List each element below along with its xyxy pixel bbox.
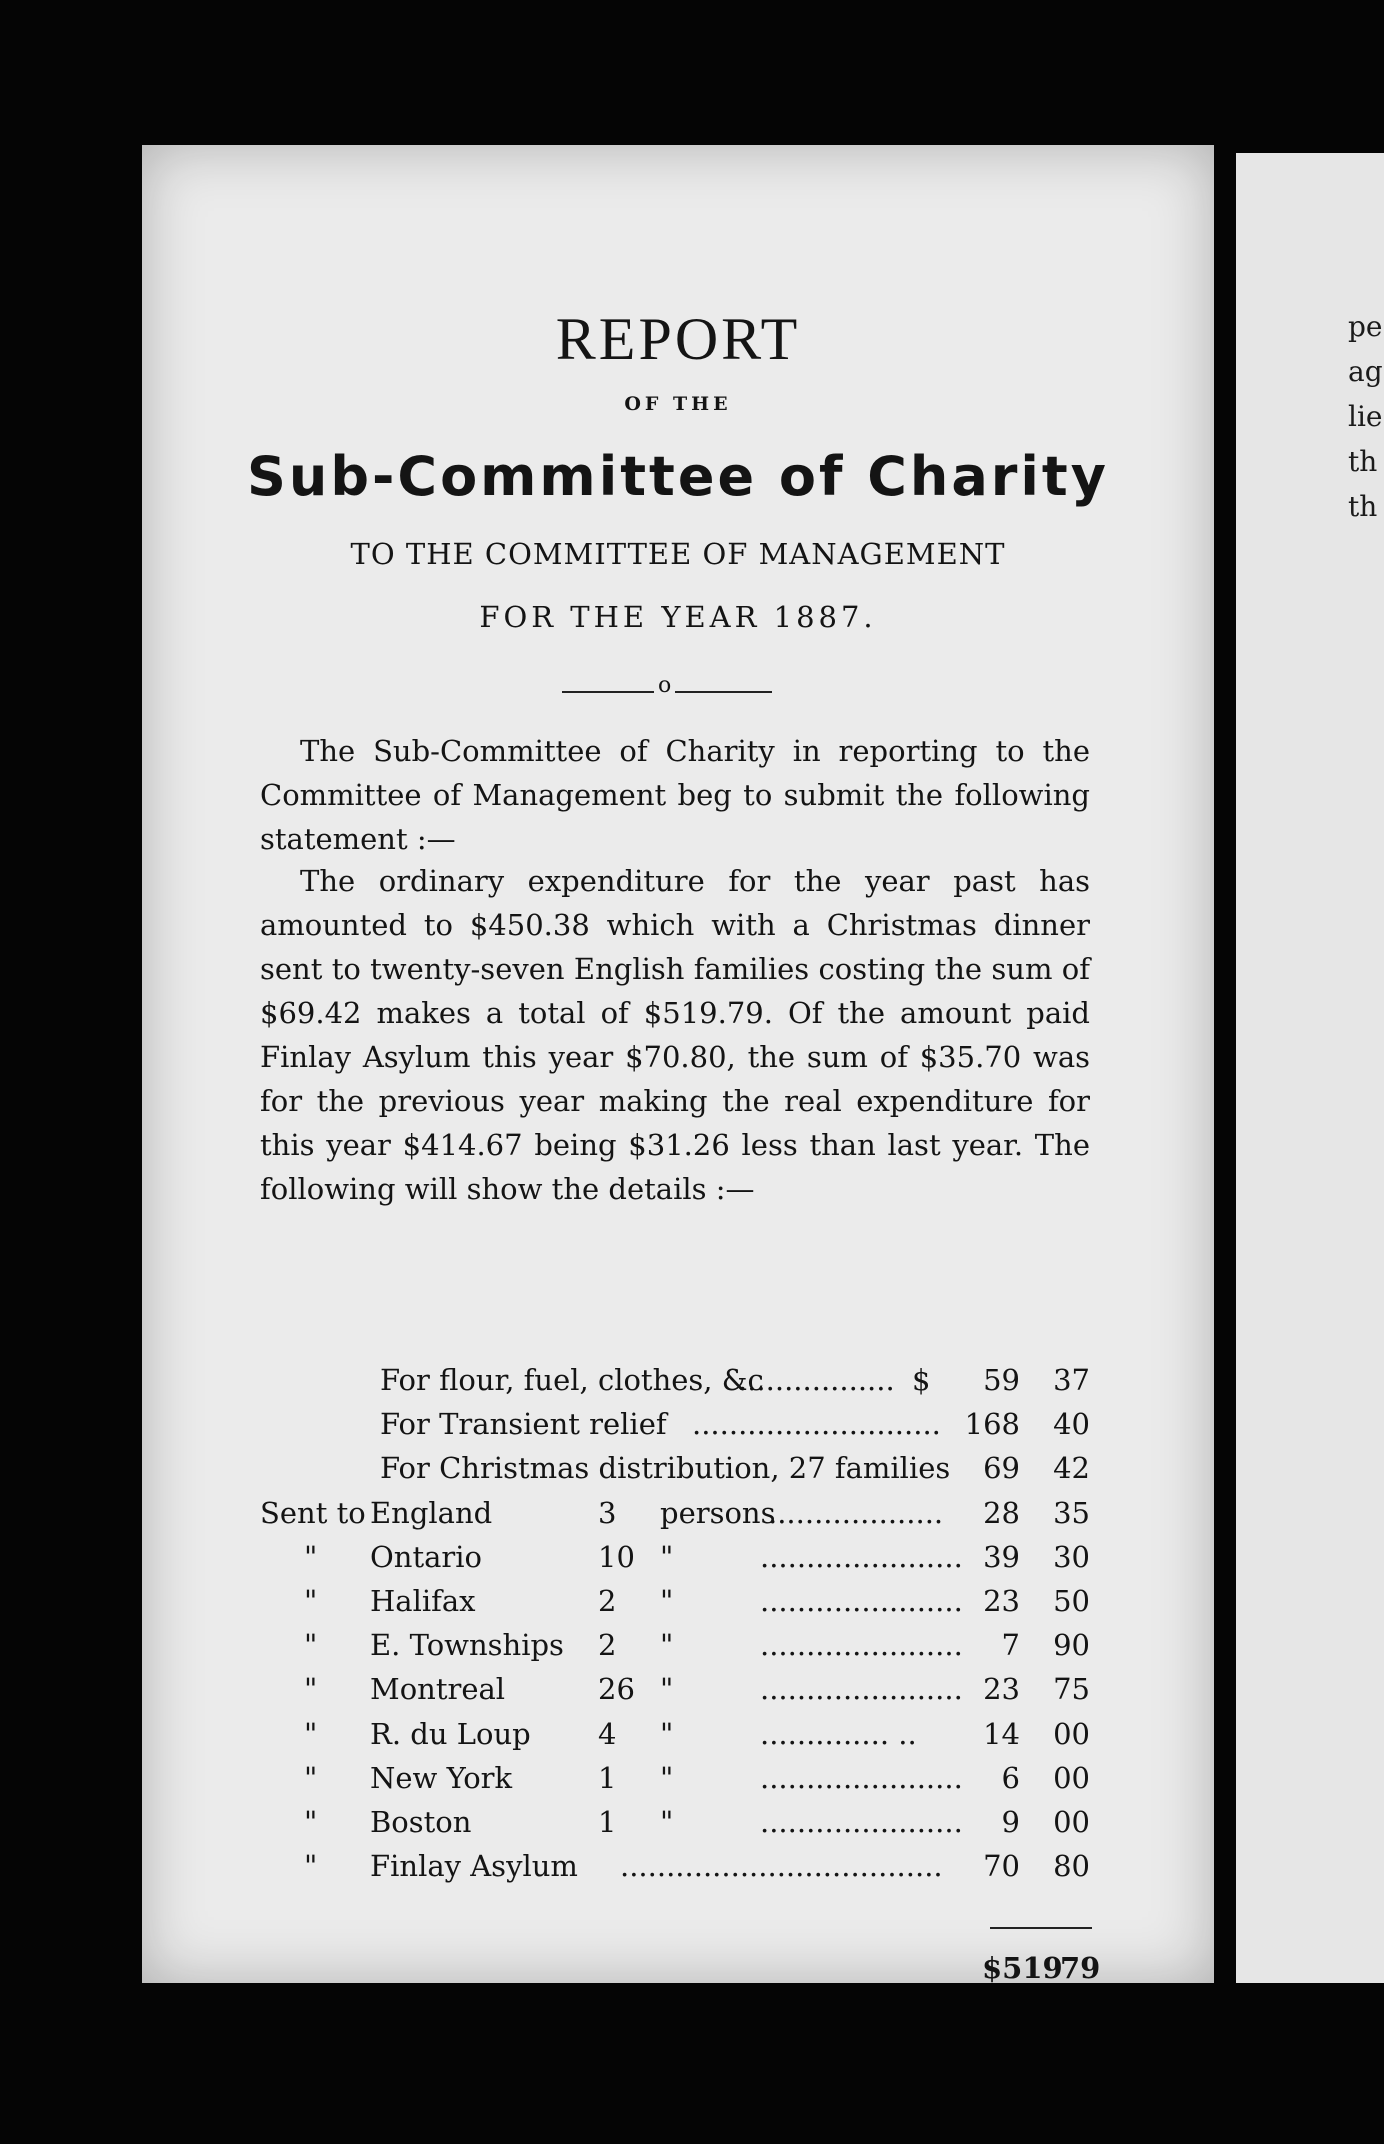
- detail-unit: ": [660, 1760, 674, 1795]
- detail-label: R. du Loup: [370, 1716, 531, 1751]
- detail-unit: ": [660, 1628, 674, 1663]
- detail-label: England: [370, 1495, 493, 1530]
- detail-prefix: ": [304, 1760, 318, 1795]
- detail-label: E. Townships: [370, 1628, 564, 1663]
- document-page: [142, 145, 1214, 1983]
- detail-cents: 00: [1053, 1760, 1090, 1795]
- detail-count: 4: [598, 1716, 617, 1751]
- total-dollars: $519: [982, 1951, 1063, 1985]
- detail-prefix: ": [304, 1849, 318, 1884]
- detail-leader-dots: ...........................: [692, 1407, 941, 1442]
- detail-leader-dots: ......................: [760, 1760, 963, 1795]
- detail-row: [260, 1491, 1090, 1535]
- detail-dollars: 23: [983, 1672, 1020, 1707]
- detail-dollars: 9: [1001, 1805, 1020, 1839]
- detail-leader-dots: ......................: [760, 1539, 963, 1574]
- detail-label: For Transient relief: [380, 1407, 667, 1442]
- adjacent-text: ag: [1348, 355, 1383, 388]
- of-the-line: OF THE: [624, 393, 732, 415]
- detail-count: 1: [598, 1805, 617, 1839]
- detail-cents: 75: [1053, 1672, 1090, 1707]
- detail-row: [260, 1756, 1090, 1800]
- detail-leader-dots: ......................: [760, 1672, 963, 1707]
- total-cents: 79: [1060, 1951, 1101, 1985]
- detail-cents: 90: [1053, 1628, 1090, 1663]
- detail-leader-dots: ...................................: [620, 1849, 943, 1884]
- detail-dollars: 168: [964, 1407, 1020, 1442]
- detail-unit: ": [660, 1539, 674, 1574]
- detail-dollars: 7: [1001, 1628, 1020, 1663]
- detail-row: [260, 1446, 1090, 1490]
- detail-count: 26: [598, 1672, 635, 1707]
- detail-label: Finlay Asylum: [370, 1849, 578, 1884]
- detail-label: Montreal: [370, 1672, 506, 1707]
- intro-paragraph: The Sub-Committee of Charity in reporting to the Committee of Management beg to submit the following statement :—: [260, 734, 1090, 856]
- detail-prefix: ": [304, 1628, 318, 1663]
- detail-cents: 42: [1053, 1451, 1090, 1486]
- detail-row: [260, 1712, 1090, 1756]
- detail-unit: ": [660, 1716, 674, 1751]
- detail-unit: persons: [660, 1495, 776, 1530]
- addressee-line: TO THE COMMITTEE OF MANAGEMENT: [350, 537, 1006, 571]
- detail-count: 3: [598, 1495, 617, 1530]
- detail-cents: 30: [1053, 1539, 1090, 1574]
- detail-dollars: 28: [983, 1495, 1020, 1530]
- detail-cents: 00: [1053, 1805, 1090, 1839]
- detail-count: 2: [598, 1584, 617, 1618]
- detail-cents: 37: [1053, 1363, 1090, 1397]
- detail-label: Boston: [370, 1805, 472, 1839]
- detail-row: [260, 1844, 1090, 1888]
- detail-prefix: ": [304, 1805, 318, 1839]
- committee-name: Sub-Committee of Charity: [247, 445, 1109, 508]
- adjacent-page-edge: [1236, 153, 1384, 1983]
- detail-row: [260, 1623, 1090, 1667]
- detail-cents: 00: [1053, 1716, 1090, 1751]
- detail-label: Ontario: [370, 1539, 482, 1574]
- adjacent-text: th: [1348, 445, 1378, 478]
- detail-leader-dots: ......................: [760, 1584, 963, 1618]
- detail-count: 10: [598, 1539, 635, 1574]
- detail-row: [260, 1402, 1090, 1446]
- detail-label: New York: [370, 1760, 513, 1795]
- detail-label: Halifax: [370, 1584, 476, 1618]
- expenditure-paragraph: The ordinary expenditure for the year past has amounted to $450.38 which with a Christmas dinner sent to twenty-seven English families costing the sum of $69.42 makes a total of $519.79. Of the amount paid Finlay Asylum this year $70.80, the sum of $35.70 was for the previous year making the real expenditure for this year $414.67 being $31.26 less than last year. The following will show the details :—: [260, 864, 1090, 1206]
- detail-leader-dots: ......................: [760, 1628, 963, 1663]
- detail-leader-dots: ...................: [768, 1495, 944, 1530]
- detail-cents: 35: [1053, 1495, 1090, 1530]
- detail-cents: 40: [1053, 1407, 1090, 1442]
- detail-prefix: ": [304, 1584, 318, 1618]
- detail-cents: 50: [1053, 1584, 1090, 1618]
- detail-leader-dots: ......................: [760, 1805, 963, 1839]
- detail-dollars: 6: [1001, 1760, 1020, 1795]
- detail-row: [260, 1535, 1090, 1579]
- detail-dollars: 14: [983, 1716, 1020, 1751]
- detail-count: 2: [598, 1628, 617, 1663]
- detail-prefix: ": [304, 1672, 318, 1707]
- detail-row: [260, 1358, 1090, 1402]
- adjacent-text: pe: [1348, 310, 1383, 343]
- detail-row: [260, 1667, 1090, 1711]
- detail-prefix: Sent to: [260, 1495, 366, 1530]
- detail-dollar-sign: $: [912, 1363, 931, 1397]
- detail-label: For flour, fuel, clothes, &c: [380, 1363, 764, 1397]
- detail-prefix: ": [304, 1539, 318, 1574]
- detail-unit: ": [660, 1584, 674, 1618]
- detail-cents: 80: [1053, 1849, 1090, 1884]
- detail-dollars: 23: [983, 1584, 1020, 1618]
- detail-row: [260, 1579, 1090, 1623]
- total-rule: [990, 1927, 1092, 1929]
- detail-dollars: 59: [983, 1363, 1020, 1397]
- adjacent-text: lie: [1348, 400, 1383, 433]
- report-title: REPORT: [555, 306, 801, 372]
- detail-row: [260, 1800, 1090, 1844]
- detail-leader-dots: .............. ..: [760, 1716, 917, 1751]
- detail-unit: ": [660, 1672, 674, 1707]
- detail-dollars: 39: [983, 1539, 1020, 1574]
- detail-leader-dots: .................: [738, 1363, 895, 1397]
- detail-label: For Christmas distribution, 27 families: [380, 1451, 951, 1486]
- detail-dollars: 70: [983, 1849, 1020, 1884]
- detail-prefix: ": [304, 1716, 318, 1751]
- year-line: FOR THE YEAR 1887.: [479, 600, 877, 634]
- detail-count: 1: [598, 1760, 617, 1795]
- divider-mark: o: [654, 673, 675, 698]
- detail-dollars: 69: [983, 1451, 1020, 1486]
- detail-unit: ": [660, 1805, 674, 1839]
- adjacent-text: th: [1348, 490, 1378, 523]
